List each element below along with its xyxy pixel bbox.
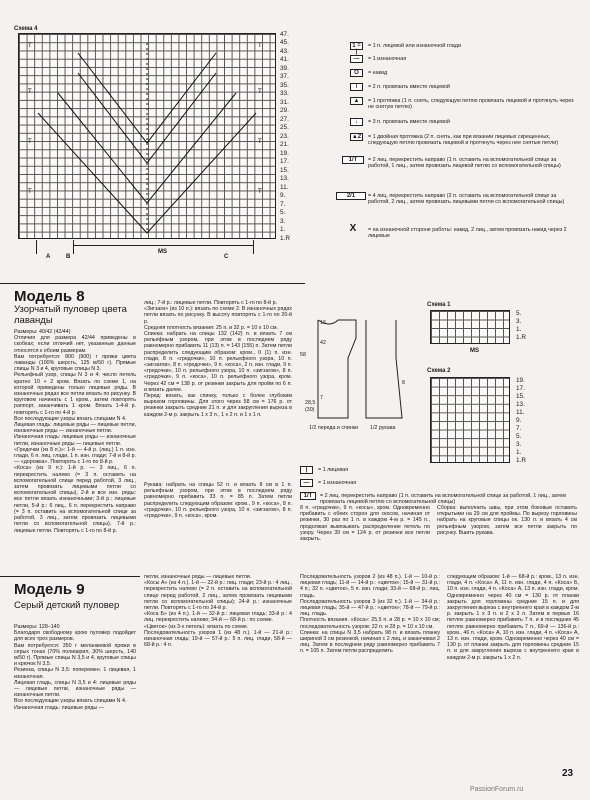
row-label: 47. bbox=[280, 31, 289, 38]
model9-column-3: Последовательность узоров 2 (из 48 п.). 1-й — 10-й р.: лицевая гладь; 11-й — 14-й р.: «цветок»; 15-й — 31-й р.: 4 п.; 32 п. «цветок», 5 п. изн. глади; 33-й — 68-й р.: лиц. гладь. Последовательность узоров 3 (из 32 п.). 1-й — 34-й р.: лицевая гладь; 35-й — 47-й р.: «цветок»; 78-й — 79-й р.: лиц. гладь. Плотность вязания. «Коса»: 25,5 п. и 28 р. = 10 х 10 см; последовательность узоров: 22 п. и 28 р. = 10 х 10 см. Спинка: на спицы N 3,5 набрать 98 п. и вязать планку шириной 3 см резинкой, начиная с 2 лиц. и заканчивая 2 лиц. Затем в последнем ряду равномерно прибавить 7 п. = 105 п. Затем петли распределить bbox=[300, 574, 440, 655]
model8-column-4: Сборка: выполнить швы, при этом боковые оставить открытыми на 29 см для проймы. По вырезу горловины набрать на круговые спицы ок. 130 п. и вязать 4 см рельефным узором, затем все петли закрыть по рисунку. Вшить рукава. bbox=[437, 505, 579, 536]
model8-subtitle: Узорчатый пуловер цвета лаванды bbox=[14, 304, 127, 326]
legend-text: = на изнаночной стороне работы: накид, 2 лиц., затем провязать накид через 2 лицевые bbox=[368, 227, 567, 239]
label-ms: MS bbox=[158, 249, 167, 255]
half-front-label: 1/2 переда и спинки bbox=[309, 425, 359, 431]
row-label: 25. bbox=[280, 124, 289, 131]
row-label: 11. bbox=[516, 409, 525, 416]
row-label: 13. bbox=[280, 175, 289, 182]
row-label: 5. bbox=[516, 433, 522, 440]
model8-title: Модель 8 bbox=[14, 288, 85, 305]
svg-text:T: T bbox=[28, 138, 32, 145]
row-label: 15. bbox=[516, 393, 525, 400]
width-label: 28,5 bbox=[305, 400, 316, 406]
row-label: 5. bbox=[280, 209, 286, 216]
legend-text: = накид bbox=[368, 70, 388, 76]
model9-column-2: петли, изнаночные ряды — лицевые петли. «Косы А» (из 4 п.). 1-й — 22-й р.: лиц. глади; 23-й р.: 4 лиц., перекрестить налево (= 2 п. оставить на вспомогательной спице перед работой, 2 лиц., затем провязать лицевыми петли со вспомогательной спицы); 24-й р.: изнаночные петли. Повторять с 1-го по 24-й р. «Коса Б» (из 4 п.). 1-й — 32-й р.: лицевая гладь; 33-й р.: 4 лиц. перекрестить налево; 34-й — 68-й р.: по схеме. «Цветок» (из 3-х петель): вязать по схеме. Последовательность узоров 1 (из 48 п.). 1-й — 21-й р.: изнаночная гладь; 19-й — 57-й р.: 5 п. лиц. глади, 58-й — 68-й р.: 4 п. bbox=[144, 574, 292, 649]
row-label: 45. bbox=[280, 39, 289, 46]
model9-column-1: Размеры: 128–140 Благодаря свободному крою пуловер подойдет для всех трех размеров. Вам потребуется: 350 г меланжевой пряжи в серых тонах (70% полиакрил, 30% шерсть, 140 м/50 г). Прямые спицы N 3,5 и 4, круговые спицы и крючок N 3,5. Резинка, спицы N 3,5: поперемен. 1 лицевая, 1 изнаночная. Лицевая гладь, спицы N 3,5 и 4: лицевые ряды — лицевые петли, изнаночные ряды — изнаночные петли. Все последующие узоры вязать спицами N 4. Изнаночная гладь: лицевые ряды — bbox=[14, 624, 136, 711]
row-label: 27. bbox=[280, 115, 289, 123]
model8-column-1: Размеры: 40/42 (42/44) Отличия для размера 42/44 приведены в скобках; если отличий нет, указанные данные относятся к обоим размерам. Вам потребуется: 800 (900) г пряжи цвета лаванды (100% шерсть, 125 м/50 г). Прямые спицы N 3 и 4, круговые спицы N 3. Рельефный узор, спицы N 3 и 4: число петель кратно 10 + 2 кром. Вязать по схеме 1, на которой приведены только лицевые ряды. В изнаночных рядах все петли вязать по рисунку. В круговом начинать с 1 кром., затем повторять раппорт, заканчивать 1 кром. Вязать 1-4-й р. повторять с 1-го по 4-й р. Все последующие узоры вязать спицами N 4. Лицевая гладь: лицевые ряды — лицевые петли, изнаночные ряды — изнаночные петли. Изнаночная гладь: лицевые ряды — изнаночные петли, изнаночные ряды — лицевые петли. «Гредочки (из 8 п.)»: 1-й — 4-й р. (лиц.) 1 п. изн. глади, 6 п. лиц. глади, 1 п. изн. глади; 7-й и 8-й р. — «дорожка». Повторять с 1-го по 8-й р. «Коса» (из 9 п.): 1-й р. — 3 лиц., 6 п. перекрестить налево (= 3 п. оставить на вспомогательной спице перед работой, 3 лиц., затем провязать лицевыми петли со вспомогательной спицы), 2-й и все изн. ряды: все петли вязать изнаночными; 3-й р.: лицевые петли, 5-й р.: 6 лиц., 6 п. перекрестить направо (= 3 п. оставить на вспомогательной спице за работой, 3 лиц., затем провязать лицевыми петли со вспомогательной спицы), 7-й р.: лицевые петли. Повторять с 1-го по 8-й р. bbox=[14, 329, 136, 534]
legend-text: = 2 п. провязать вместе лицевой bbox=[368, 84, 450, 90]
legend-text: = 4 лиц. перекрестить направо (2 п. оставить на вспомогательной спице за работой, 2 лиц., затем провязать лицевыми петли со вспомогательной спицы) bbox=[368, 193, 565, 205]
legend-text: = 3 п. провязать вместе лицевой bbox=[368, 119, 450, 125]
row-label: 5. bbox=[516, 310, 522, 317]
svg-text:T: T bbox=[28, 42, 32, 49]
scheme2-title: Схема 2 bbox=[427, 368, 451, 374]
legend-symbol: 1 = | bbox=[350, 42, 363, 50]
row-label: 23. bbox=[280, 132, 289, 140]
model9-title: Модель 9 bbox=[14, 581, 85, 598]
row-label: 9. bbox=[280, 192, 286, 199]
row-label: 1. bbox=[516, 449, 522, 456]
legend-symbol: 1/T bbox=[300, 492, 316, 500]
height-label: 16 bbox=[320, 320, 326, 326]
row-label: 21. bbox=[280, 141, 289, 148]
model9-subtitle: Серый детский пуловер bbox=[14, 600, 120, 611]
legend-symbol: ↓ bbox=[350, 118, 363, 126]
legend-text: = 1 изнаночная bbox=[318, 480, 357, 486]
row-label: 1.R bbox=[516, 334, 526, 341]
height-label: 42 bbox=[320, 340, 326, 346]
pattern-drawing bbox=[300, 298, 418, 443]
width-label: (30) bbox=[305, 407, 315, 413]
scheme1-ms: MS bbox=[470, 348, 479, 354]
legend-symbol: X bbox=[349, 223, 357, 234]
height-label: 7 bbox=[320, 395, 323, 401]
row-label: 3. bbox=[280, 217, 286, 225]
row-label: 39. bbox=[280, 64, 289, 72]
row-label: 11. bbox=[280, 183, 289, 191]
label-b: B bbox=[66, 254, 71, 260]
height-label: 58 bbox=[300, 352, 306, 358]
svg-text:T: T bbox=[258, 42, 262, 49]
row-label: 17. bbox=[280, 158, 289, 165]
row-label: 3. bbox=[516, 318, 522, 325]
height-label: 8 bbox=[402, 380, 405, 386]
svg-text:T: T bbox=[28, 188, 32, 195]
model8-column-2b: Рукава: набрать на спицы 52 п. и вязать 8 см в 1 п. рельефным узором, при этом в последнем ряду равномерно прибавить 33 п. = 85 п. Затем петли распределить следующим образом: кром., 9 п. «коса», 8 п. «гредочки», 10 п. рельефного узора, 10 п. «зигзагов», 8 п. «гредочки», 9 п. «коса», кром. bbox=[144, 482, 294, 520]
row-label: 35. bbox=[280, 81, 289, 89]
row-label: 1.R bbox=[516, 457, 526, 464]
row-label: 7. bbox=[516, 425, 522, 432]
watermark: PassionForum.ru bbox=[470, 786, 524, 793]
legend-symbol: 2/1 bbox=[336, 192, 366, 200]
page-number: 23 bbox=[562, 768, 574, 779]
legend-text: = 1 п. лицевой или изнаночной глади bbox=[368, 43, 461, 49]
row-label: 1. bbox=[280, 226, 286, 233]
half-sleeve-label: 1/2 рукава bbox=[370, 425, 396, 431]
row-label: 19. bbox=[280, 149, 289, 157]
legend-symbol: — bbox=[350, 55, 363, 63]
svg-text:T: T bbox=[258, 88, 262, 95]
row-label: 37. bbox=[280, 73, 289, 80]
scheme4-bottom bbox=[18, 240, 276, 264]
svg-text:T: T bbox=[258, 138, 262, 145]
svg-text:T: T bbox=[258, 188, 262, 195]
row-label: 1.R bbox=[280, 234, 290, 242]
row-label: 13. bbox=[516, 401, 525, 408]
model8-column-2: лиц.; 7-й р.: лицевые петли. Повторять с 1-го по 8-й р. «Зигзаги» (из 10 п.): вязать по схеме 2. В изнаночных рядах петли вязать по рисунку. В высоту повторять с 1-го по 20-й р. Средняя плотность вязания: 25 п. и 32 р. = 10 х 10 см. Спинка: набрать на спицы 132 (142) п. и вязать 7 см рельефным узором, при этом в последнем ряду равномерно прибавить 11 (13) п. = 143 (155) п. Затем петли распределить следующим образом: кром., 0 (1) п. изн. глади, 8 п. «гредочки», 10 п. рельефного узора, 10 п. «зигзагов», 8 п. «гредочки», 9 п. «коса», 2 п. изн. глади, 9 п. «гредочки», 10 п. рельефного узора, 10 п. «зигзагов», 8 п. «гредочки», 9 п. «коса», 10 п. рельефного узора, кром. Через 42 см = 138 р. от резинки закрыть для пройм по 6 п. и вязать далее. Перед: вязать, как спинку, только с более глубоким вырезом горловины. Для этого через 58 см = 176 р. от резинки закрыть средние 21 п. и для закругления выреза в каждом 2-м р. закрыть 1 х 3 п., 1 х 2 п. и 1 х 1 п. bbox=[144, 300, 292, 418]
legend-text: = 1 двойная протяжка (2 п. снять, как при вязании лицевых скрещенных, следующую петлю провязать лицевой и протянуть через нее снятые петли) bbox=[368, 134, 559, 146]
legend-symbol: O bbox=[350, 69, 363, 77]
scheme1-grid bbox=[430, 310, 510, 344]
legend-symbol: ▲ bbox=[350, 97, 363, 105]
legend-text: = 2 лиц. перекрестить направо (1 п. оставить на вспомогательной спице за работой, 1 лиц., затем провязать лицевой петлю со вспомогательной спицы) bbox=[368, 157, 561, 169]
scheme4-title: Схема 4 bbox=[14, 26, 38, 32]
row-label: 41. bbox=[280, 56, 289, 63]
legend-text: = 2 лиц. перекрестить направо (1 п. оставить на вспомогательной спице за работой, 1 лиц., затем провязать лицевой петлю со вспомогательной спицы) bbox=[320, 493, 566, 505]
row-label: 1. bbox=[516, 326, 522, 333]
scheme2-grid bbox=[430, 377, 510, 463]
row-label: 17. bbox=[516, 385, 525, 392]
row-label: 43. bbox=[280, 47, 289, 55]
row-label: 9. bbox=[516, 417, 522, 424]
legend-text: = 1 протяжка (1 п. снять, следующую петлю провязать лицевой и протянуть через не снятую петлю) bbox=[368, 98, 574, 110]
row-label: 3. bbox=[516, 441, 522, 448]
scheme1-title: Схема 1 bbox=[427, 302, 451, 308]
legend-symbol: — bbox=[300, 479, 313, 487]
row-label: 31. bbox=[280, 98, 289, 106]
row-label: 33. bbox=[280, 90, 289, 97]
legend-symbol: 1/T bbox=[342, 156, 364, 164]
row-label: 7. bbox=[280, 200, 286, 208]
svg-text:T: T bbox=[28, 88, 32, 95]
model9-column-4: следующим образом: 1-й — 68-й р.: кром., 13 п. изн. глади, 4 п. «Коса» А, 11 п. изн. глади, 4 п. «Коса» Б, 10 п. изн. глади, 4 п. «Коса» А, 13 п. изн. глади, кром. Одновременно через 40 см = 130 р. от планки закрыть для горловины средние 15 п. и для закругления выреза с внутреннего края в каждом 2-м р. закрыть 1 х 3 п. и 2 х 2 п. Затем в первых 16 петлях равномерно прибавить 7 п. и в последних 45 петлях равномерно прибавить 7 п., 69-й — 136-й р.: кром., 46 п. «Коса» А, 10 п. изн. глади, 4 п. «Коса» А, 13 п. изн. глади, кром. Одновременно через 40 см = 130 р. от планки закрыть для горловины средние 15 п. и для закругления выреза с внутреннего края в каждом 2-м р. закрыть 1 х 2 п. bbox=[447, 574, 581, 661]
label-c: C bbox=[224, 254, 229, 260]
row-label: 19. bbox=[516, 377, 525, 384]
legend-text: = 1 лицевая bbox=[318, 467, 349, 473]
row-label: 29. bbox=[280, 107, 289, 114]
divider bbox=[0, 283, 305, 284]
row-label: 15. bbox=[280, 166, 289, 174]
legend-symbol: \ bbox=[350, 83, 363, 91]
legend-symbol: ▲2 bbox=[351, 134, 362, 140]
scheme4-motif bbox=[18, 33, 276, 239]
legend-text: = 1 изнаночная bbox=[368, 56, 407, 62]
legend-symbol: | bbox=[300, 466, 313, 474]
divider bbox=[0, 576, 140, 577]
model8-column-3: 8 п. «гредочки», 9 п. «косы», кром. Одновременно прибавить с обеих сторон для скосов, начиная от резинки, 30 раз по 1 п. в каждом 4-м р. = 145 п., продолжая вывязывать распределение петель по узору. Через 39 см = 124 р. от резинки все петли закрыть. bbox=[300, 505, 432, 543]
label-a: A bbox=[46, 254, 51, 260]
